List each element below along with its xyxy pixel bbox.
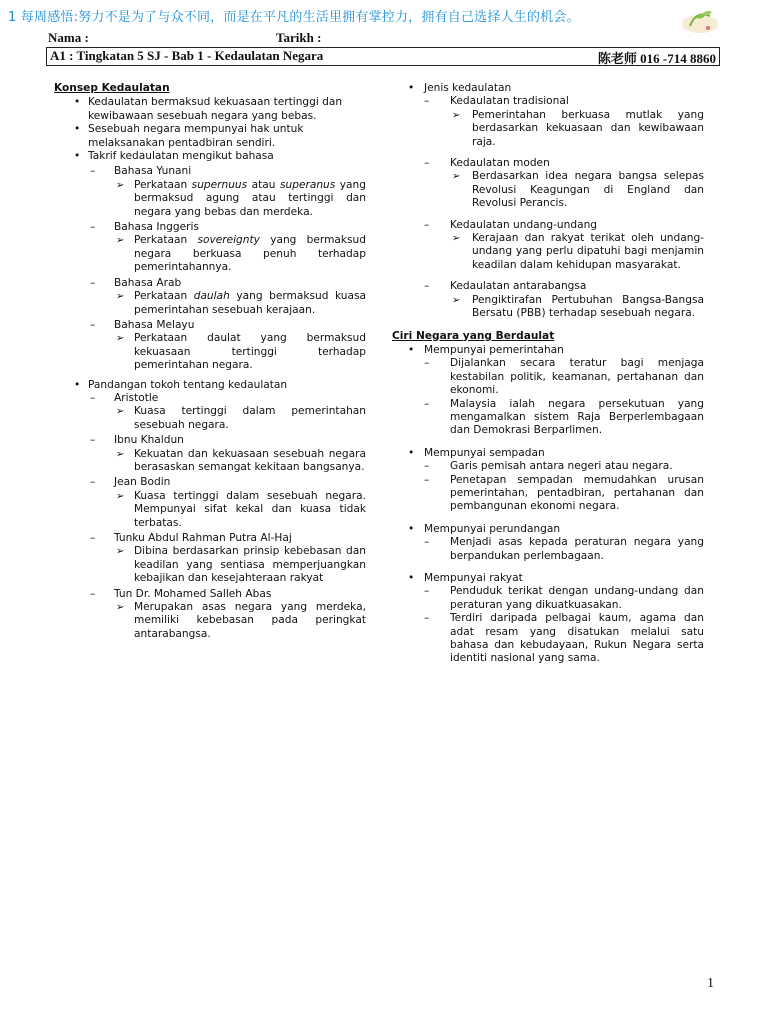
worksheet-title: A1 : Tingkatan 5 SJ - Bab 1 - Kedaulatan Negara [50, 48, 324, 63]
student-info-row [48, 30, 716, 46]
dash-people-2: – Terdiri daripada pelbagai kaum, agama dan adat resam yang disatukan melalui satu bahasa dan kebudayaan, Rukun Negara serta identiti nasional yang sama. [392, 612, 704, 666]
right-column [392, 82, 704, 666]
dash-government-1: – Dijalankan secara teratur bagi menjaga kestabilan politik, keamanan, pertahanan dan ekonomi. [392, 357, 704, 397]
section-title-ciri: Ciri Negara yang Berdaulat [392, 329, 555, 342]
text-run: Perkataan [134, 178, 192, 191]
arrow-english [54, 234, 366, 274]
arrow-law: ➢ Kerajaan dan rakyat terikat oleh undang-undang yang perlu dipatuhi bagi menjamin keadilan dalam kehidupan masyarakat. [392, 232, 704, 272]
teacher-contact: 陈老师 016 -714 8860 [597, 51, 716, 66]
name-label: Nama : [48, 30, 89, 45]
dash-borders-2: – Penetapan sempadan memudahkan urusan pemerintahan, pentadbiran, pertahanan dan pembangunan ekonomi negara. [392, 474, 704, 514]
dash-bodin: – Jean Bodin [54, 476, 366, 489]
dash-traditional: – Kedaulatan tradisional [392, 95, 704, 108]
spacer [392, 438, 704, 447]
dash-people-1: – Penduduk terikat dengan undang-undang dan peraturan yang dikuatkuasakan. [392, 585, 704, 612]
section-title-konsep: Konsep Kedaulatan [54, 82, 170, 94]
dash-malay: – Bahasa Melayu [54, 319, 366, 332]
dash-khaldun: – Ibnu Khaldun [54, 434, 366, 447]
spacer [392, 514, 704, 523]
bullet-people: • Mempunyai rakyat [392, 572, 704, 585]
dash-government-2: – Malaysia ialah negara persekutuan yang mengamalkan sistem Raja Berperlembagaan dan Demokrasi Berparlimen. [392, 398, 704, 438]
dash-salleh: – Tun Dr. Mohamed Salleh Abas [54, 588, 366, 601]
bullet-language-definition: • Takrif kedaulatan mengikut bahasa [54, 150, 366, 163]
dash-aristotle: – Aristotle [54, 392, 366, 405]
worksheet-title-box [46, 47, 720, 66]
arrow-bodin: ➢ Kuasa tertinggi dalam sesebuah negara. Mempunyai sifat kekal dan kuasa tidak terbatas. [54, 490, 366, 530]
arrow-modern: ➢ Berdasarkan idea negara bangsa selepas Revolusi Keagungan di England dan Revolusi Perancis. [392, 170, 704, 210]
italic-term: superanus [280, 178, 336, 191]
dash-borders-1: – Garis pemisah antara negeri atau negara. [392, 460, 704, 473]
bullet-borders: • Mempunyai sempadan [392, 447, 704, 460]
arrow-greek [54, 179, 366, 219]
arrow-tunku: ➢ Dibina berdasarkan prinsip kebebasan dan keadilan yang sentiasa memperjuangkan kebajikan dan kesejahteraan rakyat [54, 545, 366, 585]
italic-term: sovereignty [197, 234, 260, 247]
bullet-types: • Jenis kedaulatan [392, 82, 704, 95]
arrow-khaldun: ➢ Kekuatan dan kekuasaan sesebuah negara berasaskan semangat kekitaan bangsanya. [54, 448, 366, 475]
page-number: 1 [707, 976, 714, 991]
motto-banner: 1 每周感悟:努力不是为了与众不同，而是在平凡的生活里拥有掌控力，拥有自己选择人生的机会。 [8, 10, 580, 25]
left-column [54, 82, 366, 641]
text-run: Perkataan [134, 290, 194, 303]
text-run: yang bermaksud agung atau tertinggi dan negara yang bebas dan merdeka. [134, 178, 366, 218]
spacer [392, 272, 704, 278]
bullet-legislation: • Mempunyai perundangan [392, 523, 704, 536]
spacer [392, 563, 704, 572]
dash-tunku: – Tunku Abdul Rahman Putra Al-Haj [54, 532, 366, 545]
arrow-salleh: ➢ Merupakan asas negara yang merdeka, memiliki kebebasan pada peringkat antarabangsa. [54, 601, 366, 641]
text-run: atau [247, 178, 281, 191]
bullet-figures: • Pandangan tokoh tentang kedaulatan [54, 379, 366, 392]
dash-greek: – Bahasa Yunani [54, 165, 366, 178]
text-run: yang bermaksud negara berkuasa penuh terhadap pemerintahannya. [134, 234, 366, 274]
bullet-government: • Mempunyai pemerintahan [392, 344, 704, 357]
arrow-international: ➢ Pengiktirafan Pertubuhan Bangsa-Bangsa Bersatu (PBB) terhadap sesebuah negara. [392, 294, 704, 321]
dash-english: – Bahasa Inggeris [54, 221, 366, 234]
date-label: Tarikh : [276, 30, 322, 45]
italic-term: daulah [193, 290, 230, 303]
dash-legislation-1: – Menjadi asas kepada peraturan negara yang berpandukan perlembagaan. [392, 536, 704, 563]
spacer [392, 149, 704, 155]
arrow-malay: ➢ Perkataan daulat yang bermaksud kekuasaan tertinggi terhadap pemerintahan negara. [54, 332, 366, 372]
arrow-arabic [54, 290, 366, 317]
spacer [392, 211, 704, 217]
text-run: yang bermaksud kuasa pemerintahan sesebuah kerajaan. [134, 290, 366, 316]
bullet-definition: • Kedaulatan bermaksud kekuasaan tertinggi dan kewibawaan sesebuah negara yang bebas. [54, 96, 366, 123]
italic-term: supernuus [191, 178, 248, 191]
spacer [392, 321, 704, 330]
dash-modern: – Kedaulatan moden [392, 157, 704, 170]
dash-international: – Kedaulatan antarabangsa [392, 280, 704, 293]
dash-law: – Kedaulatan undang-undang [392, 219, 704, 232]
dash-arabic: – Bahasa Arab [54, 277, 366, 290]
text-run: Perkataan [134, 234, 198, 247]
arrow-aristotle: ➢ Kuasa tertinggi dalam pemerintahan sesebuah negara. [54, 405, 366, 432]
bullet-right-to-govern: • Sesebuah negara mempunyai hak untuk melaksanakan pentadbiran sendiri. [54, 123, 366, 150]
arrow-traditional: ➢ Pemerintahan berkuasa mutlak yang berdasarkan kekuasaan dan kewibawaan raja. [392, 109, 704, 149]
